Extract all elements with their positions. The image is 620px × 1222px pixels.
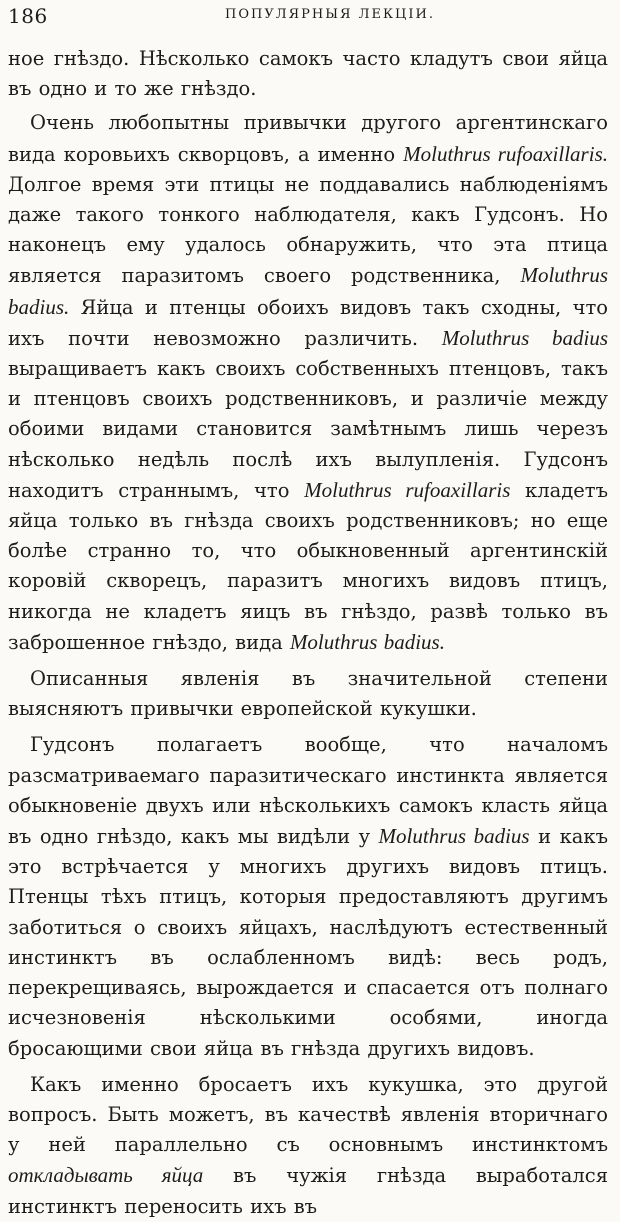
text-span: Долгое время эти птицы не поддавались наблюденіямъ даже такого тонкого наблюдателя, какъ Гудсонъ. Но наконецъ ему удалось обнаружить, что эта птица является паразитомъ своего родственника, [8, 172, 608, 288]
body-text [8, 44, 608, 1222]
running-title: ПОПУЛЯРНЫЯ ЛЕКЦІИ. [225, 7, 435, 22]
running-header [8, 4, 612, 30]
latin-species-name: Moluthrus badius. [8, 263, 608, 319]
text-span: Очень любопытны привычки другого аргентинскаго вида коровьихъ скворцовъ, а именно [8, 111, 608, 166]
latin-species-name: Moluthrus rufoaxillaris. [403, 141, 608, 166]
latin-species-name: Moluthrus badius [378, 824, 530, 849]
text-span: Какъ именно бросаетъ ихъ кукушка, это другой вопросъ. Быть можетъ, въ качествѣ явленія вторичнаго у ней параллельно съ основнымъ инстинктомъ [8, 1072, 608, 1157]
text-span: выращиваетъ какъ своихъ собственныхъ птенцовъ, такъ и птенцовъ своихъ родственниковъ, и различіе между обоими видами становится замѣтнымъ лишь черезъ нѣсколько недѣль послѣ ихъ вылупленія. Гудсонъ находитъ страннымъ, что [8, 357, 608, 502]
text-span: въ чужія гнѣзда выработался инстинктъ переносить ихъ въ [8, 1164, 608, 1218]
latin-species-name: Moluthrus rufoaxillaris [304, 477, 511, 502]
latin-species-name: Moluthrus badius [441, 325, 609, 350]
text-span: Описанныя явленія въ значительной степени выясняютъ привычки европейской кукушки. [8, 667, 608, 721]
text-span: ное гнѣздо. Нѣсколько самокъ часто кладутъ свои яйца въ одно и то же гнѣздо. [8, 47, 608, 101]
text-span: Яйца и птенцы обоихъ видовъ такъ сходны, что ихъ почти невозможно различить. [8, 295, 608, 350]
text-span: Гудсонъ полагаетъ вообще, что началомъ разсматриваемаго паразитическаго инстинкта является обыкновеніе двухъ или нѣсколькихъ самокъ класть яйца въ одно гнѣздо, какъ мы видѣли у [8, 733, 608, 849]
latin-species-name: Moluthrus badius. [289, 629, 445, 654]
text-span: и какъ это встрѣчается у многихъ другихъ видовъ птицъ. Птенцы тѣхъ птицъ, которыя предоставляютъ другимъ заботиться о своихъ яйцахъ, наслѣдуютъ естественный инстинктъ въ ослабленномъ видѣ: весь родъ, перекрещиваясь, вырождается и спасается отъ полнаго исчезновенія нѣсколькими особями, иногда бросающими свои яйца въ гнѣзда другихъ видовъ. [8, 825, 608, 1060]
paragraph-molothrus-rufoaxillaris [8, 108, 608, 658]
emphasized-phrase: откладывать яйца [8, 1163, 204, 1188]
page-number: 186 [8, 4, 48, 28]
paragraph-continuation [8, 44, 608, 104]
text-span: кладетъ яйца только въ гнѣзда своихъ родственниковъ; но еще болѣе странно то, что обыкновенный аргентинскій коровій скворецъ, паразитъ многихъ видовъ птицъ, никогда не кладетъ яицъ въ гнѣздо, развѣ только въ заброшенное гнѣздо, вида [8, 478, 608, 654]
paragraph-cuckoo-question [8, 1070, 608, 1222]
paragraph-hudson-theory [8, 730, 608, 1063]
paragraph-cuckoo-habits [8, 664, 608, 724]
